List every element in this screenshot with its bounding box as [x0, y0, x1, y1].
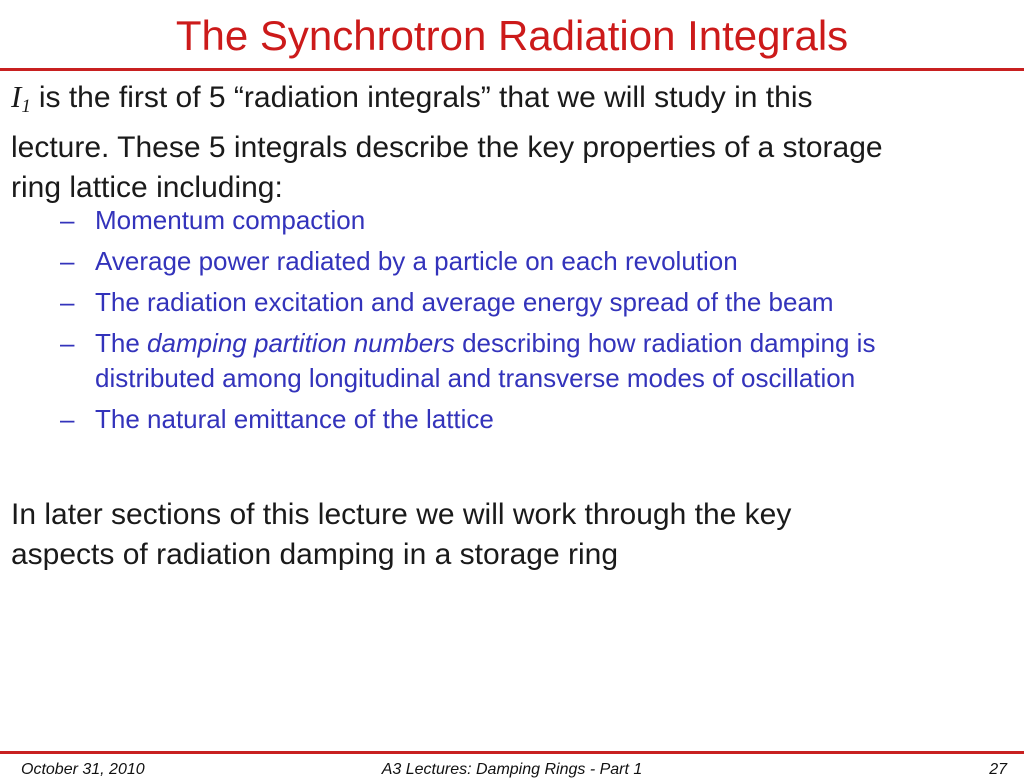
- title-divider: [0, 68, 1024, 71]
- intro-text-1: is the first of 5 “radiation integrals” that we will study in this: [38, 81, 813, 114]
- integral-symbol: [11, 79, 31, 117]
- intro-line-1: [11, 77, 1016, 128]
- list-item-text: The radiation excitation and average energy spread of the beam: [95, 287, 834, 317]
- intro-paragraph: [11, 77, 1016, 209]
- footer-date: October 31, 2010: [21, 761, 145, 778]
- dash-bullet-icon: –: [60, 246, 75, 276]
- footer-lecture-title: A3 Lectures: Damping Rings - Part 1: [381, 761, 643, 778]
- list-item-text-continued: distributed among longitudinal and transverse modes of oscillation: [95, 363, 856, 393]
- closing-line-2: aspects of radiation damping in a storage ring: [11, 538, 619, 571]
- intro-line-2: lecture. These 5 integrals describe the key properties of a storage: [11, 130, 883, 164]
- dash-bullet-icon: –: [60, 205, 75, 235]
- emphasized-term: damping partition numbers: [147, 328, 455, 358]
- integral-symbol-letter: I: [11, 79, 22, 114]
- footer-divider: [0, 751, 1024, 754]
- list-item: [58, 203, 1008, 238]
- list-item: [58, 244, 1008, 279]
- slide-title: The Synchrotron Radiation Integrals: [175, 12, 849, 59]
- closing-paragraph: [11, 495, 1016, 575]
- list-item: [58, 402, 1008, 437]
- list-item-text: Average power radiated by a particle on each revolution: [95, 246, 738, 276]
- list-item-text: [95, 326, 1008, 361]
- list-item-text: The natural emittance of the lattice: [95, 404, 494, 434]
- list-item-text-end: describing how radiation damping is: [454, 328, 876, 358]
- closing-line-1: In later sections of this lecture we will work through the key: [11, 498, 792, 531]
- integral-properties-list: [58, 203, 1008, 437]
- dash-bullet-icon: –: [60, 404, 75, 434]
- dash-bullet-icon: –: [60, 287, 75, 317]
- list-item: [58, 326, 1008, 396]
- list-item: [58, 285, 1008, 320]
- intro-line-3: ring lattice including:: [11, 171, 283, 204]
- footer-page-number: 27: [989, 761, 1007, 778]
- list-item-text-start: The: [95, 328, 148, 358]
- dash-bullet-icon: –: [60, 328, 75, 358]
- list-item-text: Momentum compaction: [95, 205, 366, 235]
- integral-symbol-subscript: 1: [21, 96, 31, 117]
